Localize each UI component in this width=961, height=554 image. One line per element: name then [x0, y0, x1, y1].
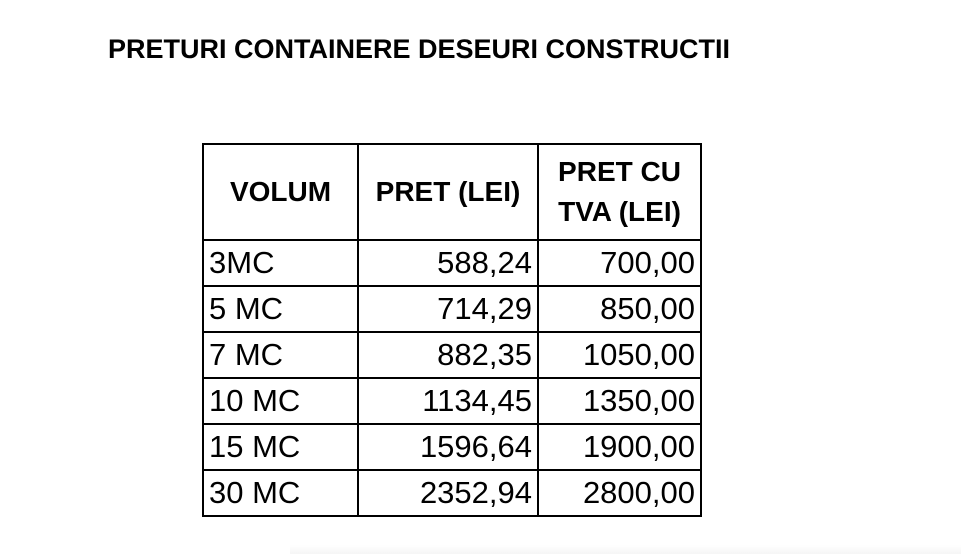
cell-pret-tva: 1050,00	[538, 332, 701, 378]
cell-pret-tva: 1900,00	[538, 424, 701, 470]
cell-volum: 15 MC	[203, 424, 358, 470]
cell-pret: 1134,45	[358, 378, 538, 424]
table-row	[203, 332, 701, 378]
cell-pret-tva: 850,00	[538, 286, 701, 332]
page-bottom-shadow	[290, 545, 961, 554]
price-table	[202, 143, 702, 517]
cell-pret: 588,24	[358, 240, 538, 286]
table-row	[203, 378, 701, 424]
header-pret-tva	[538, 144, 701, 240]
cell-pret: 714,29	[358, 286, 538, 332]
table-row	[203, 470, 701, 516]
header-pret: PRET (LEI)	[358, 144, 538, 240]
cell-pret-tva: 700,00	[538, 240, 701, 286]
cell-volum: 7 MC	[203, 332, 358, 378]
cell-pret: 882,35	[358, 332, 538, 378]
cell-volum: 3MC	[203, 240, 358, 286]
table-row	[203, 286, 701, 332]
cell-volum: 5 MC	[203, 286, 358, 332]
table-row	[203, 424, 701, 470]
header-pret-tva-line2: TVA (LEI)	[558, 196, 681, 227]
page-title: PRETURI CONTAINERE DESEURI CONSTRUCTII	[108, 34, 731, 64]
header-pret-tva-line1: PRET CU	[558, 156, 681, 187]
header-volum: VOLUM	[203, 144, 358, 240]
table-header-row	[203, 144, 701, 240]
table-row	[203, 240, 701, 286]
cell-volum: 10 MC	[203, 378, 358, 424]
cell-pret: 1596,64	[358, 424, 538, 470]
cell-pret-tva: 2800,00	[538, 470, 701, 516]
cell-pret-tva: 1350,00	[538, 378, 701, 424]
cell-pret: 2352,94	[358, 470, 538, 516]
cell-volum: 30 MC	[203, 470, 358, 516]
